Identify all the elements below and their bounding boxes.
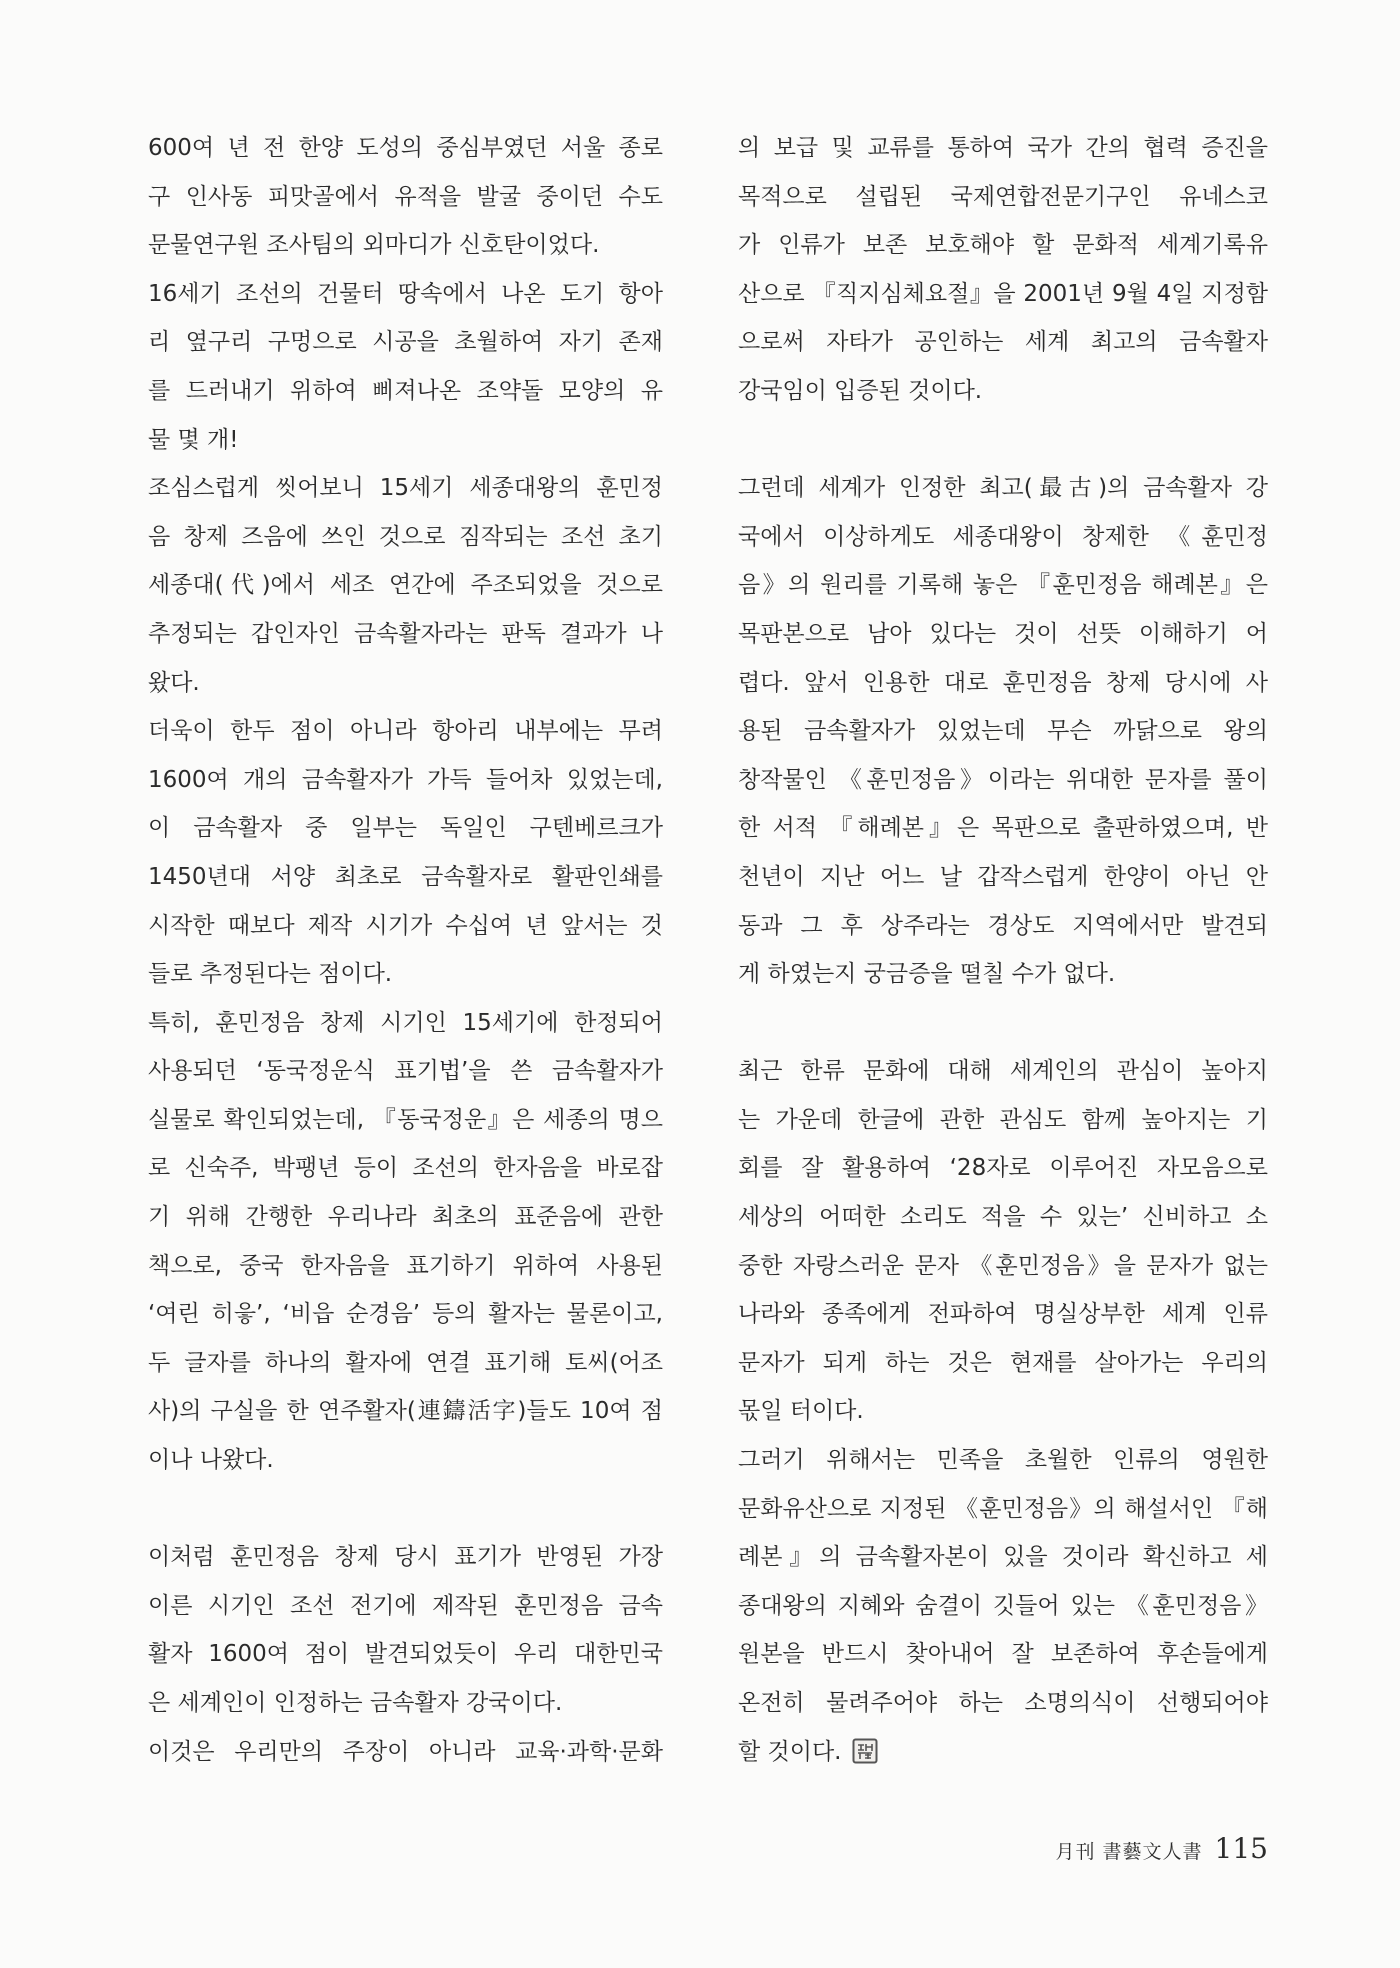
body-text-line: 회를 잘 활용하여 ‘28자로 이루어진 자모음으로 — [738, 1155, 1268, 1182]
page-number: 115 — [1214, 1832, 1268, 1865]
body-text-line: 실물로 확인되었는데, 『동국정운』은 세종의 명으 — [148, 1106, 663, 1133]
body-text-line: 사)의 구실을 한 연주활자(連鑄活字)들도 10여 점 — [148, 1398, 663, 1425]
body-text-line: 왔다. — [148, 669, 200, 696]
body-text-line: 물 몇 개! — [148, 426, 239, 453]
body-text-line: 은 세계인이 인정하는 금속활자 강국이다. — [148, 1690, 563, 1716]
body-text-line: 이른 시기인 조선 전기에 제작된 훈민정음 금속 — [148, 1592, 663, 1619]
right-column — [738, 124, 1268, 1776]
closing-sentence: 할 것이다. — [738, 1738, 842, 1765]
body-text-line: 게 하였는지 궁금증을 떨칠 수가 없다. — [738, 961, 1116, 988]
body-text-line: 세상의 어떠한 소리도 적을 수 있는’ 신비하고 소 — [738, 1204, 1268, 1231]
body-text-line: 그런데 세계가 인정한 최고(最古)의 금속활자 강 — [738, 475, 1268, 502]
body-text-line: 렵다. 앞서 인용한 대로 훈민정음 창제 당시에 사 — [738, 669, 1268, 696]
body-text-line: 중한 자랑스러운 문자 《훈민정음》을 문자가 없는 — [738, 1252, 1268, 1279]
body-text-line: 를 드러내기 위하여 삐져나온 조약돌 모양의 유 — [148, 377, 663, 404]
body-text-line: 사용되던 ‘동국정운식 표기법’을 쓴 금속활자가 — [148, 1058, 663, 1085]
body-text-line: 16세기 조선의 건물터 땅속에서 나온 도기 항아 — [148, 280, 663, 307]
body-text-line: 기 위해 간행한 우리나라 최초의 표준음에 관한 — [148, 1204, 663, 1231]
body-text-line: 문자가 되게 하는 것은 현재를 살아가는 우리의 — [738, 1349, 1268, 1376]
paragraph-break — [738, 416, 1268, 465]
body-text-line: 더욱이 한두 점이 아니라 항아리 내부에는 무려 — [148, 718, 663, 745]
page-footer — [1056, 1830, 1269, 1868]
body-text-line: 목적으로 설립된 국제연합전문기구인 유네스코 — [738, 183, 1268, 210]
body-text-line: 용된 금속활자가 있었는데 무슨 까닭으로 왕의 — [738, 718, 1268, 745]
body-text-line: 으로써 자타가 공인하는 세계 최고의 금속활자 — [738, 329, 1268, 356]
body-text-line: 국에서 이상하게도 세종대왕이 창제한 《훈민정 — [738, 523, 1268, 550]
body-text-line: 이것은 우리만의 주장이 아니라 교육·과학·문화 — [148, 1738, 663, 1765]
body-text-line: 문물연구원 조사팀의 외마디가 신호탄이었다. — [148, 232, 600, 259]
body-text-line: 구 인사동 피맛골에서 유적을 발굴 중이던 수도 — [148, 183, 663, 210]
body-text-line: 가 인류가 보존 보호해야 할 문화적 세계기록유 — [738, 232, 1268, 259]
body-text-line: 600여 년 전 한양 도성의 중심부였던 서울 종로 — [148, 135, 663, 161]
body-text-line: 한 서적 『해례본』은 목판으로 출판하였으며, 반 — [738, 815, 1268, 842]
left-column — [148, 124, 663, 1776]
body-text-line: 이처럼 훈민정음 창제 당시 표기가 반영된 가장 — [148, 1544, 663, 1571]
body-text-line-final — [738, 1728, 1268, 1777]
body-text-line: 의 보급 및 교류를 통하여 국가 간의 협력 증진을 — [738, 135, 1268, 161]
body-text-line: 창작물인 《훈민정음》이라는 위대한 문자를 풀이 — [738, 766, 1268, 793]
body-text-line: 리 옆구리 구멍으로 시공을 초월하여 자기 존재 — [148, 329, 663, 356]
body-text-line: 1450년대 서양 최초로 금속활자로 활판인쇄를 — [148, 863, 663, 890]
body-text-line: 는 가운데 한글에 관한 관심도 함께 높아지는 기 — [738, 1106, 1268, 1133]
body-text-line: 동과 그 후 상주라는 경상도 지역에서만 발견되 — [738, 912, 1268, 939]
seal-stamp-icon — [852, 1738, 878, 1764]
body-text-line: 음》의 원리를 기록해 놓은 『훈민정음 해례본』은 — [738, 572, 1268, 599]
body-text-line: 이 금속활자 중 일부는 독일인 구텐베르크가 — [148, 815, 663, 842]
body-text-line: 활자 1600여 점이 발견되었듯이 우리 대한민국 — [148, 1641, 663, 1668]
body-text-line: 원본을 반드시 찾아내어 잘 보존하여 후손들에게 — [738, 1641, 1268, 1668]
paragraph-break — [148, 1485, 663, 1534]
paragraph-break — [738, 999, 1268, 1048]
body-text-line: 그러기 위해서는 민족을 초월한 인류의 영원한 — [738, 1447, 1268, 1474]
body-text-line: 종대왕의 지혜와 숨결이 깃들어 있는 《훈민정음》 — [738, 1592, 1268, 1619]
body-text-line: 책으로, 중국 한자음을 표기하기 위하여 사용된 — [148, 1252, 663, 1279]
body-text-line: 이나 나왔다. — [148, 1447, 274, 1474]
body-text-line: 문화유산으로 지정된 《훈민정음》의 해설서인 『해 — [738, 1495, 1268, 1522]
body-text-line: 나라와 종족에게 전파하여 명실상부한 세계 인류 — [738, 1301, 1268, 1328]
magazine-title: 月刊 書藝文人書 — [1055, 1841, 1203, 1863]
body-text-line: 몫일 터이다. — [738, 1398, 864, 1425]
body-text-line: 조심스럽게 씻어보니 15세기 세종대왕의 훈민정 — [148, 475, 663, 502]
body-text-line: 음 창제 즈음에 쓰인 것으로 짐작되는 조선 초기 — [148, 523, 663, 550]
body-text-line: 강국임이 입증된 것이다. — [738, 377, 983, 404]
body-text-line: ‘여린 히읗’, ‘비읍 순경음’ 등의 활자는 물론이고, — [148, 1301, 663, 1328]
body-text-line: 목판본으로 남아 있다는 것이 선뜻 이해하기 어 — [738, 620, 1268, 647]
body-text-line: 산으로 『직지심체요절』을 2001년 9월 4일 지정함 — [738, 280, 1268, 307]
body-text-line: 온전히 물려주어야 하는 소명의식이 선행되어야 — [738, 1690, 1268, 1716]
body-text-line: 1600여 개의 금속활자가 가득 들어차 있었는데, — [148, 766, 663, 793]
body-text-line: 시작한 때보다 제작 시기가 수십여 년 앞서는 것 — [148, 912, 663, 939]
body-text-line: 최근 한류 문화에 대해 세계인의 관심이 높아지 — [738, 1058, 1268, 1085]
body-text-line: 천년이 지난 어느 날 갑작스럽게 한양이 아닌 안 — [738, 863, 1268, 890]
body-text-line: 례본』의 금속활자본이 있을 것이라 확신하고 세 — [738, 1544, 1268, 1571]
body-text-line: 추정되는 갑인자인 금속활자라는 판독 결과가 나 — [148, 620, 663, 647]
body-text-line: 두 글자를 하나의 활자에 연결 표기해 토씨(어조 — [148, 1349, 663, 1376]
body-text-line: 로 신숙주, 박팽년 등이 조선의 한자음을 바로잡 — [148, 1155, 663, 1182]
body-text-line: 특히, 훈민정음 창제 시기인 15세기에 한정되어 — [148, 1009, 663, 1036]
body-text-line: 들로 추정된다는 점이다. — [148, 961, 393, 988]
body-text-line: 세종대(代)에서 세조 연간에 주조되었을 것으로 — [148, 572, 663, 599]
